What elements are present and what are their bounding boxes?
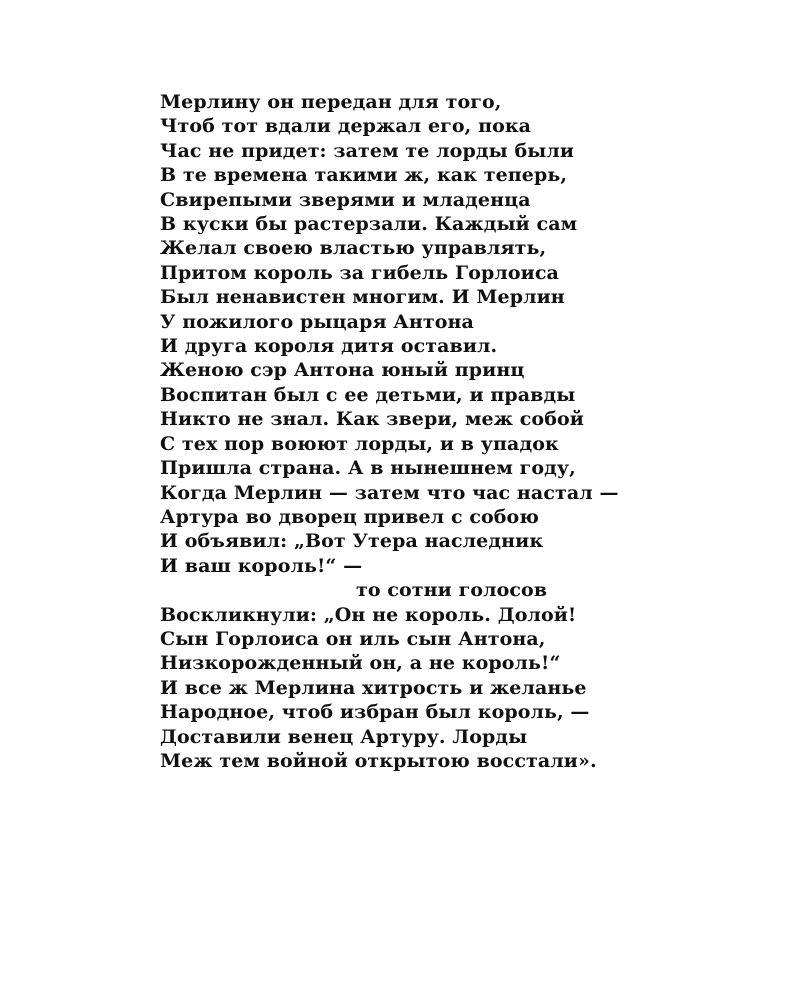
poem-line: Женою сэр Антона юный принц xyxy=(160,359,525,382)
poem-line: У пожилого рыцаря Антона xyxy=(160,310,474,333)
poem-line: Артура во дворец привел с собою xyxy=(160,505,539,528)
poem-line: Никто не знал. Как звери, меж собой xyxy=(160,408,584,431)
poem-line-indented: то сотни голосов xyxy=(356,579,548,602)
poem-line: Меж тем войной открытою восстали». xyxy=(160,749,597,772)
poem-line: Воспитан был с ее детьми, и правды xyxy=(160,383,576,406)
poem-line: Пришла страна. А в нынешнем году, xyxy=(160,457,576,480)
poem-line: Был ненавистен многим. И Мерлин xyxy=(160,286,565,309)
poem-line: Свирепыми зверями и младенца xyxy=(160,188,531,211)
poem-text xyxy=(160,90,760,773)
poem-line: Воскликнули: „Он не король. Долой! xyxy=(160,603,577,626)
poem-line: В куски бы растерзали. Каждый сам xyxy=(160,213,578,236)
poem-line: И друга короля дитя оставил. xyxy=(160,335,498,358)
poem-line: Мерлину он передан для того, xyxy=(160,91,502,113)
poem-line: Желал своею властью управлять, xyxy=(160,237,547,260)
poem-line: Чтоб тот вдали держал его, пока xyxy=(160,115,532,138)
poem-line: И объявил: „Вот Утера наследник xyxy=(160,530,544,553)
poem-line: И ваш король!“ — xyxy=(160,554,363,577)
poem-line: В те времена такими ж, как теперь, xyxy=(160,164,568,187)
poem-line: Сын Горлоиса он иль сын Антона, xyxy=(160,627,546,650)
poem-line: Низкорожденный он, а не король!“ xyxy=(160,652,561,675)
poem-line: Доставили венец Артуру. Лорды xyxy=(160,725,528,748)
poem-line: Час не придет: затем те лорды были xyxy=(160,139,575,162)
poem-line: Когда Мерлин — затем что час настал — xyxy=(160,481,619,504)
poem-line: Народное, чтоб избран был король, — xyxy=(160,701,590,724)
poem-line: Притом король за гибель Горлоиса xyxy=(160,261,559,284)
poem-line: И все ж Мерлина хитрость и желанье xyxy=(160,676,587,699)
poem-line: С тех пор воюют лорды, и в упадок xyxy=(160,432,559,455)
